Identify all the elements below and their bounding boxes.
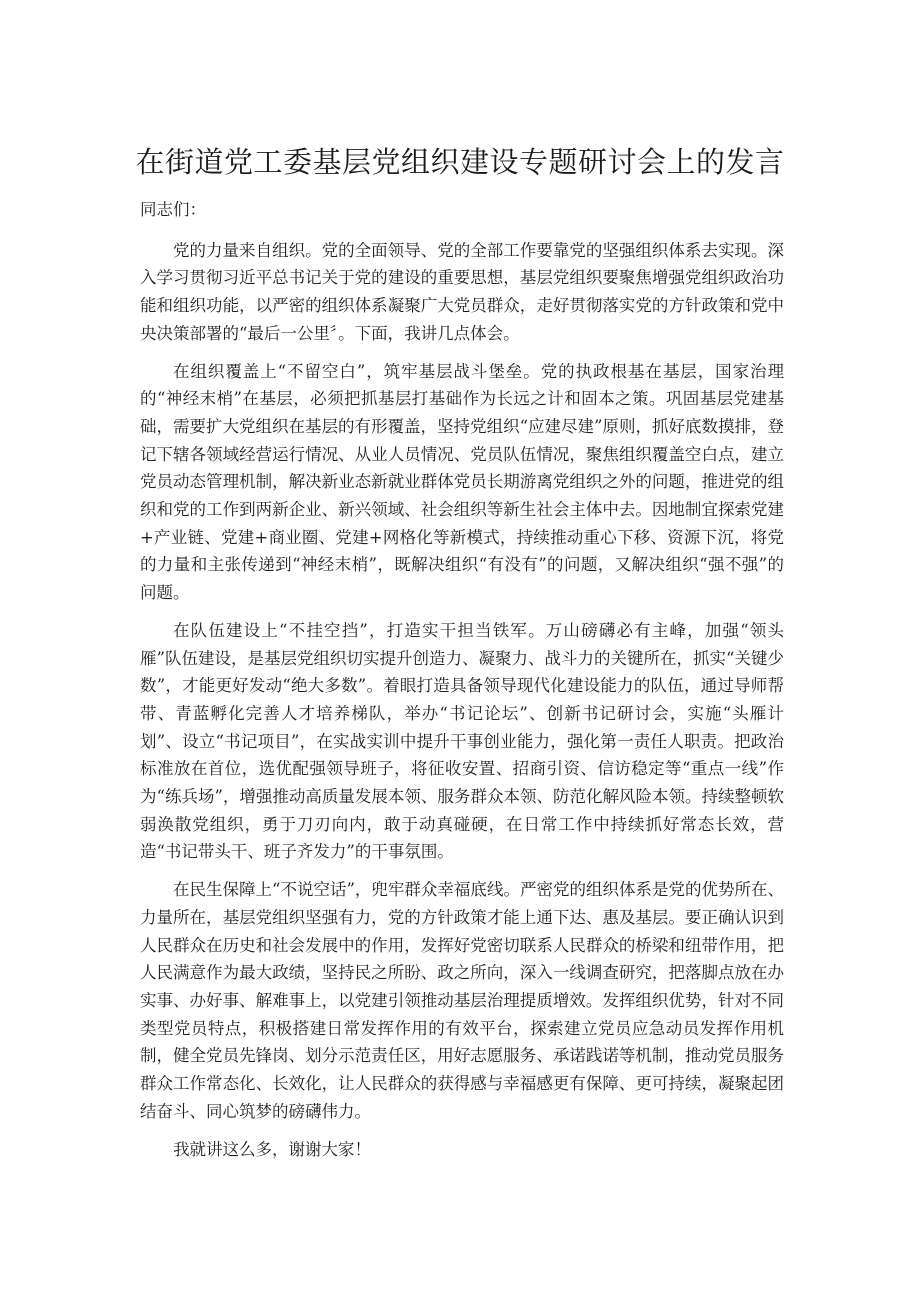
paragraph-livelihood-security: 在民生保障上“不说空话”，兜牢群众幸福底线。严密党的组织体系是党的优势所在、力量所在，基层党组织坚强有力，党的方针政策才能上通下达、惠及基层。要正确认识到人民群众在历史和社会发展中的作用，发挥好党密切联系人民群众的桥梁和纽带作用，把人民满意作为最大政绩，坚持民之所盼、政之所向，深入一线调查研究，把落脚点放在办实事、办好事、解难事上，以党建引领推动基层治理提质增效。发挥组织优势，针对不同类型党员特点，积极搭建日常发挥作用的有效平台，探索建立党员应急动员发挥作用机制，健全党员先锋岗、划分示范责任区，用好志愿服务、承诺践诺等机制，推动党员服务群众工作常态化、长效化，让人民群众的获得感与幸福感更有保障、更可持续，凝聚起团结奋斗、同心筑梦的磅礴伟力。 (140, 880, 784, 1121)
paragraph-intro: 党的力量来自组织。党的全面领导、党的全部工作要靠党的坚强组织体系去实现。深入学习贯彻习近平总书记关于党的建设的重要思想，基层党组织要聚焦增强党组织政治功能和组织功能，以严密的组织体系凝聚广大党员群众，走好贯彻落实党的方针政策和党中央决策部署的“最后一公里〞。下面，我讲几点体会。 (140, 240, 784, 343)
document-title: 在街道党工委基层党组织建设专题研讨会上的发言 (135, 145, 785, 179)
document-body (140, 196, 784, 1173)
paragraph-team-building: 在队伍建设上“不挂空挡”，打造实干担当铁军。万山磅礴必有主峰，加强“领头雁”队伍建设，是基层党组织切实提升创造力、凝聚力、战斗力的关键所在，抓实“关键少数”，才能更好发动“绝大多数”。着眼打造具备领导现代化建设能力的队伍，通过导师帮带、青蓝孵化完善人才培养梯队，举办“书记论坛”、创新书记研讨会，实施“头雁计划”、设立“书记项目”，在实战实训中提升干事创业能力，强化第一责任人职责。把政治标准放在首位，选优配强领导班子，将征收安置、招商引资、信访稳定等“重点一线”作为“练兵场”，增强推动高质量发展本领、服务群众本领、防范化解风险本领。持续整顿软弱涣散党组织，勇于刀刃向内，敢于动真碰硬，在日常工作中持续抓好常态长效，营造“书记带头干、班子齐发力”的干事氛围。 (140, 620, 784, 862)
salutation: 同志们： (140, 200, 206, 219)
closing-remark: 我就讲这么多，谢谢大家！ (173, 1139, 371, 1159)
paragraph-organization-coverage: 在组织覆盖上“不留空白”，筑牢基层战斗堡垒。党的执政根基在基层，国家治理的“神经末梢”在基层，必须把抓基层打基础作为长远之计和固本之策。巩固基层党建基础，需要扩大党组织在基层的有形覆盖，坚持党组织“应建尽建”原则，抓好底数摸排，登记下辖各领域经营运行情况、从业人员情况、党员队伍情况，聚焦组织覆盖空白点，建立党员动态管理机制，解决新业态新就业群体党员长期游离党组织之外的问题，推进党的组织和党的工作到两新企业、新兴领域、社会组织等新生社会主体中去。因地制宜探索党建+产业链、党建+商业圈、党建+网格化等新模式，持续推动重心下移、资源下沉，将党的力量和主张传递到“神经末梢”，既解决组织“有没有”的问题，又解决组织“强不强”的问题。 (140, 361, 784, 603)
